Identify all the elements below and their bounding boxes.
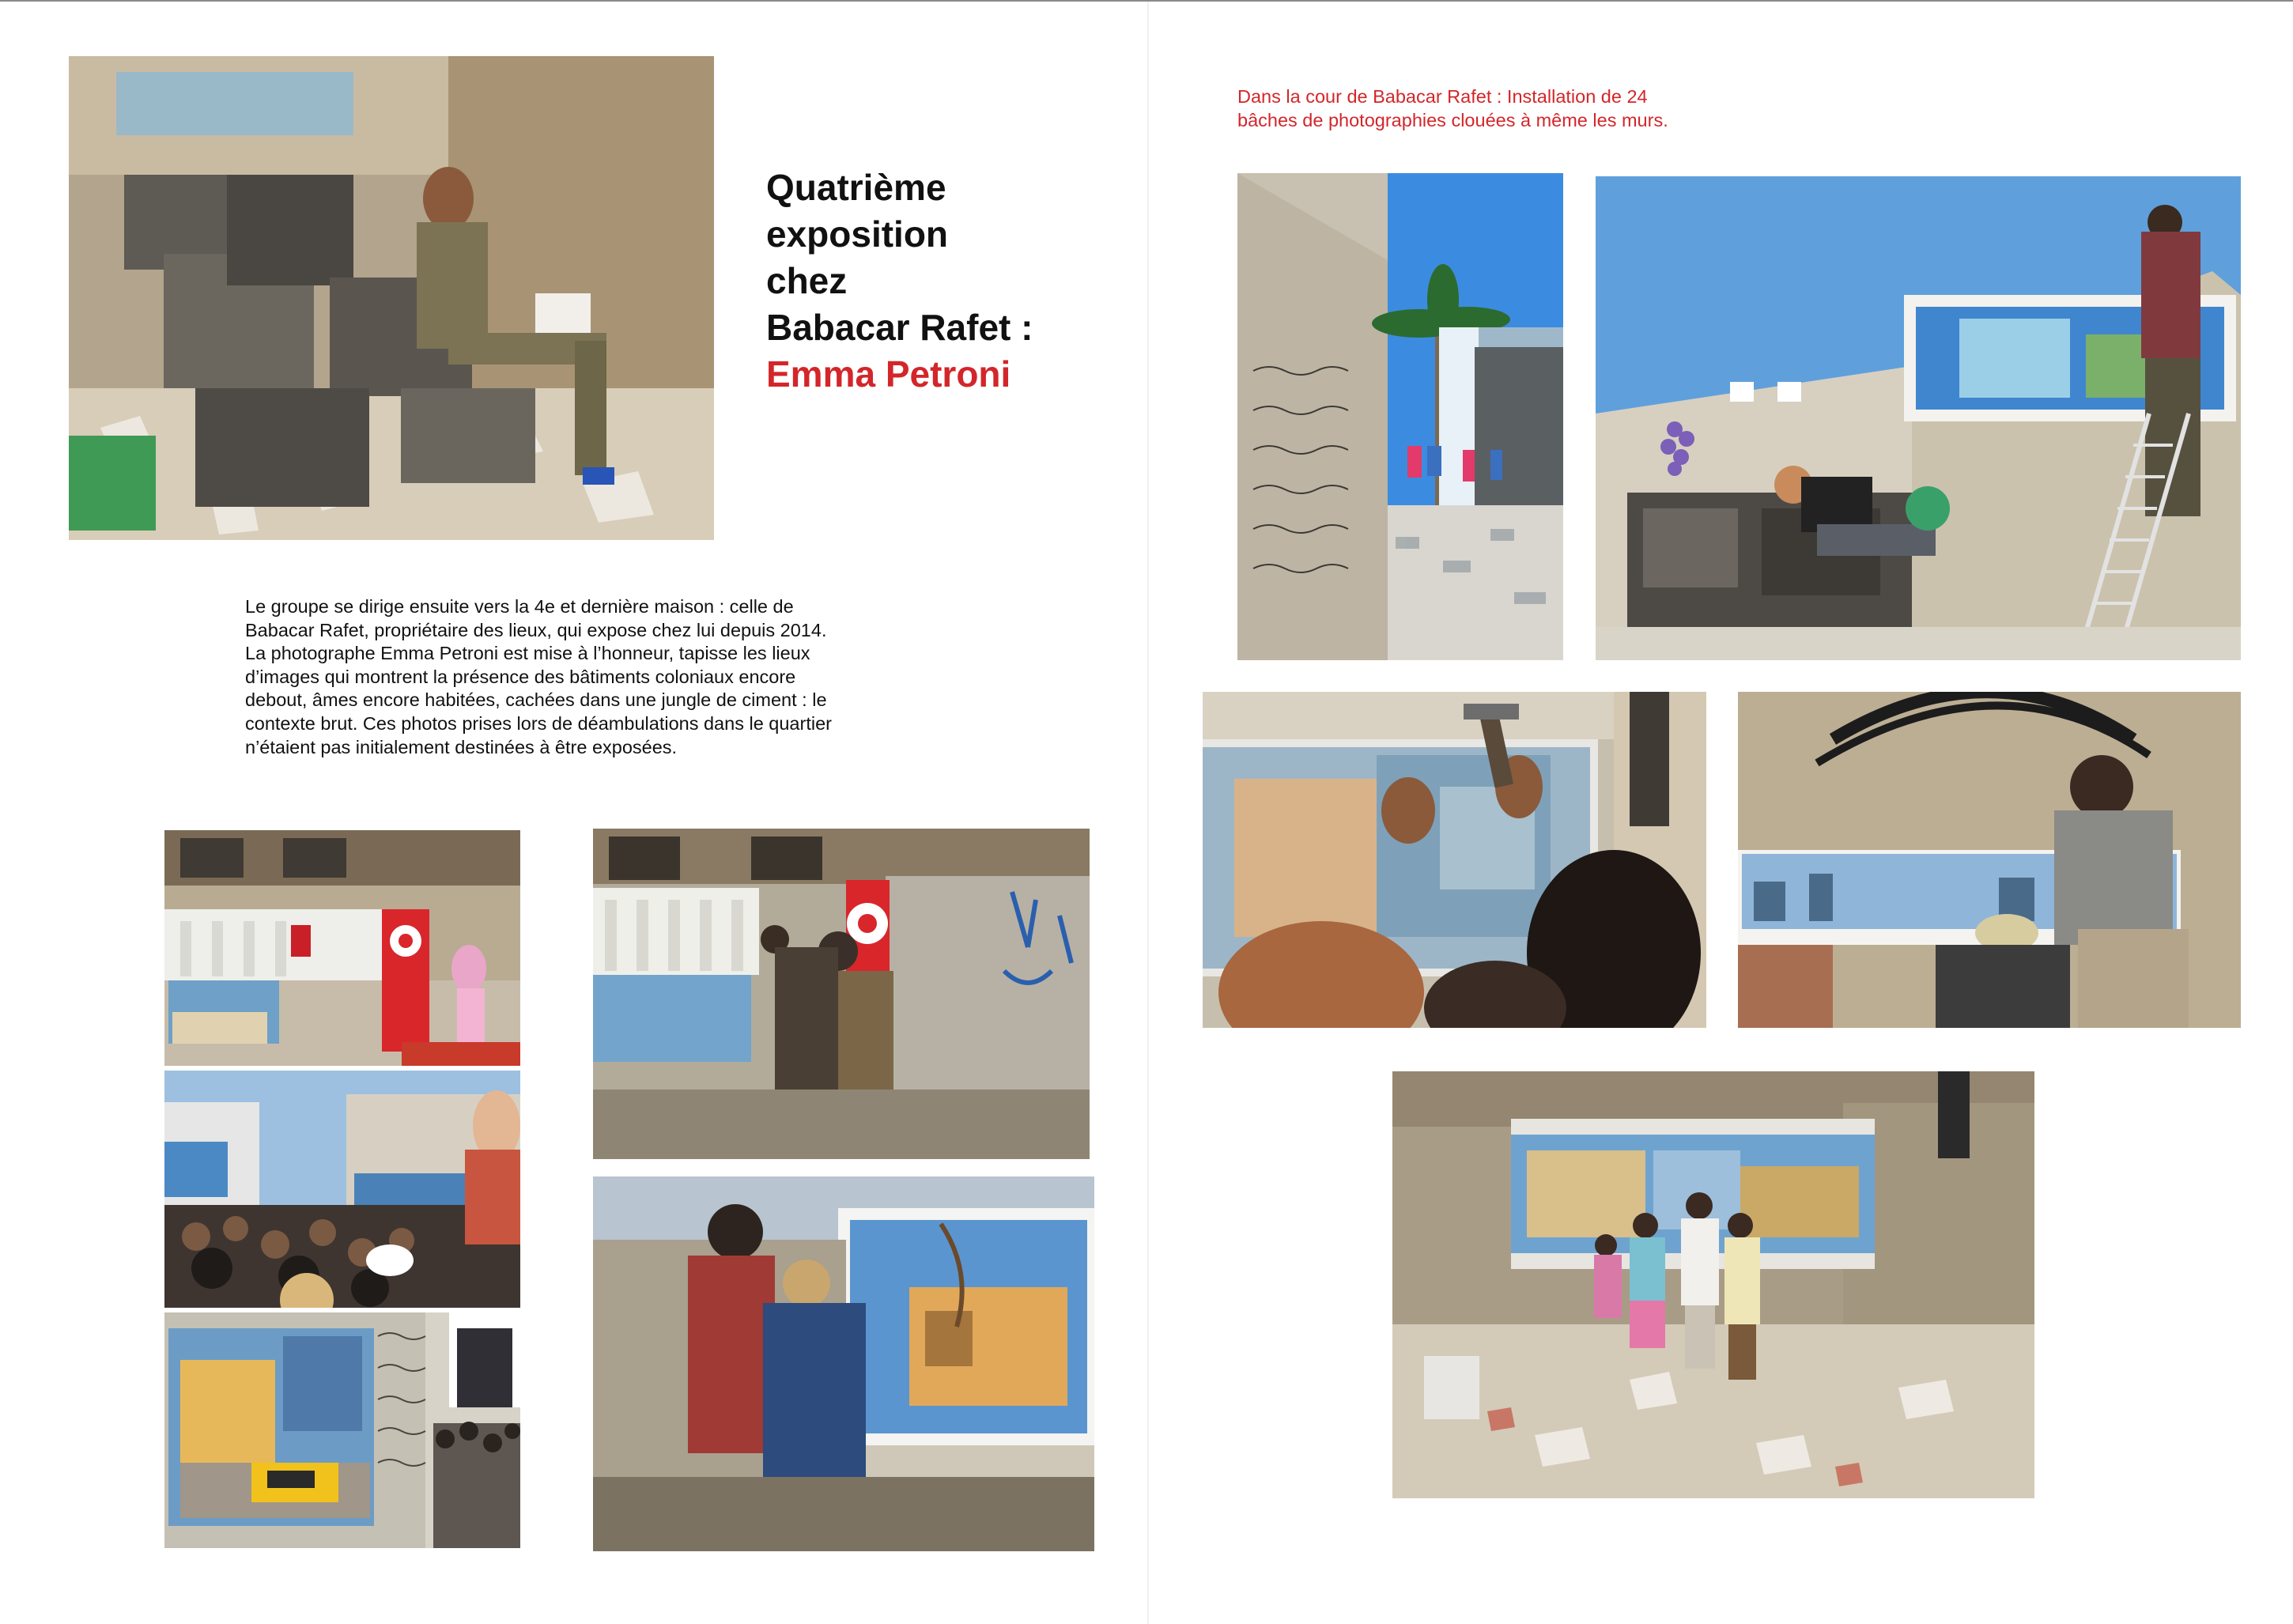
- photo-nailing-panorama: [1738, 692, 2241, 1028]
- photo-men-hanging-banner: [593, 829, 1090, 1159]
- artist-name: Emma Petroni: [766, 353, 1011, 395]
- body-line: contexte brut. Ces photos prises lors de déambulations dans le quartier: [245, 712, 832, 734]
- page-spine: [1147, 2, 1149, 1624]
- photo-caption: [1237, 85, 1791, 132]
- title-line: chez: [766, 260, 848, 301]
- article-title: [766, 164, 1033, 398]
- article-body: [245, 595, 862, 759]
- title-line: Babacar Rafet :: [766, 307, 1033, 348]
- caption-line: Dans la cour de Babacar Rafet : Installation de 24: [1237, 86, 1648, 107]
- body-line: Babacar Rafet, propriétaire des lieux, qui expose chez lui depuis 2014.: [245, 619, 827, 640]
- title-line: Quatrième: [766, 167, 946, 208]
- photo-painted-alley-taxi: [164, 1312, 520, 1548]
- top-border: [0, 0, 2293, 2]
- body-line: d’images qui montrent la présence des bâtiments coloniaux encore: [245, 666, 796, 687]
- photo-hammering-print: [1203, 692, 1706, 1028]
- photo-crowd-gathering: [164, 1071, 520, 1308]
- photo-alley-palm-tree: [1237, 173, 1563, 660]
- body-line: n’étaient pas initialement destinées à être exposées.: [245, 736, 678, 757]
- title-line: exposition: [766, 213, 949, 255]
- body-line: La photographe Emma Petroni est mise à l’honneur, tapisse les lieux: [245, 643, 810, 664]
- photo-children-courtyard: [1392, 1071, 2034, 1498]
- photo-off-banner-courtyard: [164, 830, 520, 1066]
- body-line: Le groupe se dirige ensuite vers la 4e et dernière maison : celle de: [245, 596, 794, 617]
- photo-men-fixing-panorama: [593, 1176, 1094, 1551]
- photo-woman-on-tv-sets: [69, 56, 714, 540]
- body-line: debout, âmes encore habitées, cachées dans une jungle de ciment : le: [245, 689, 827, 711]
- caption-line: bâches de photographies clouées à même les murs.: [1237, 109, 1668, 130]
- photo-rooftop-ladder: [1596, 176, 2241, 660]
